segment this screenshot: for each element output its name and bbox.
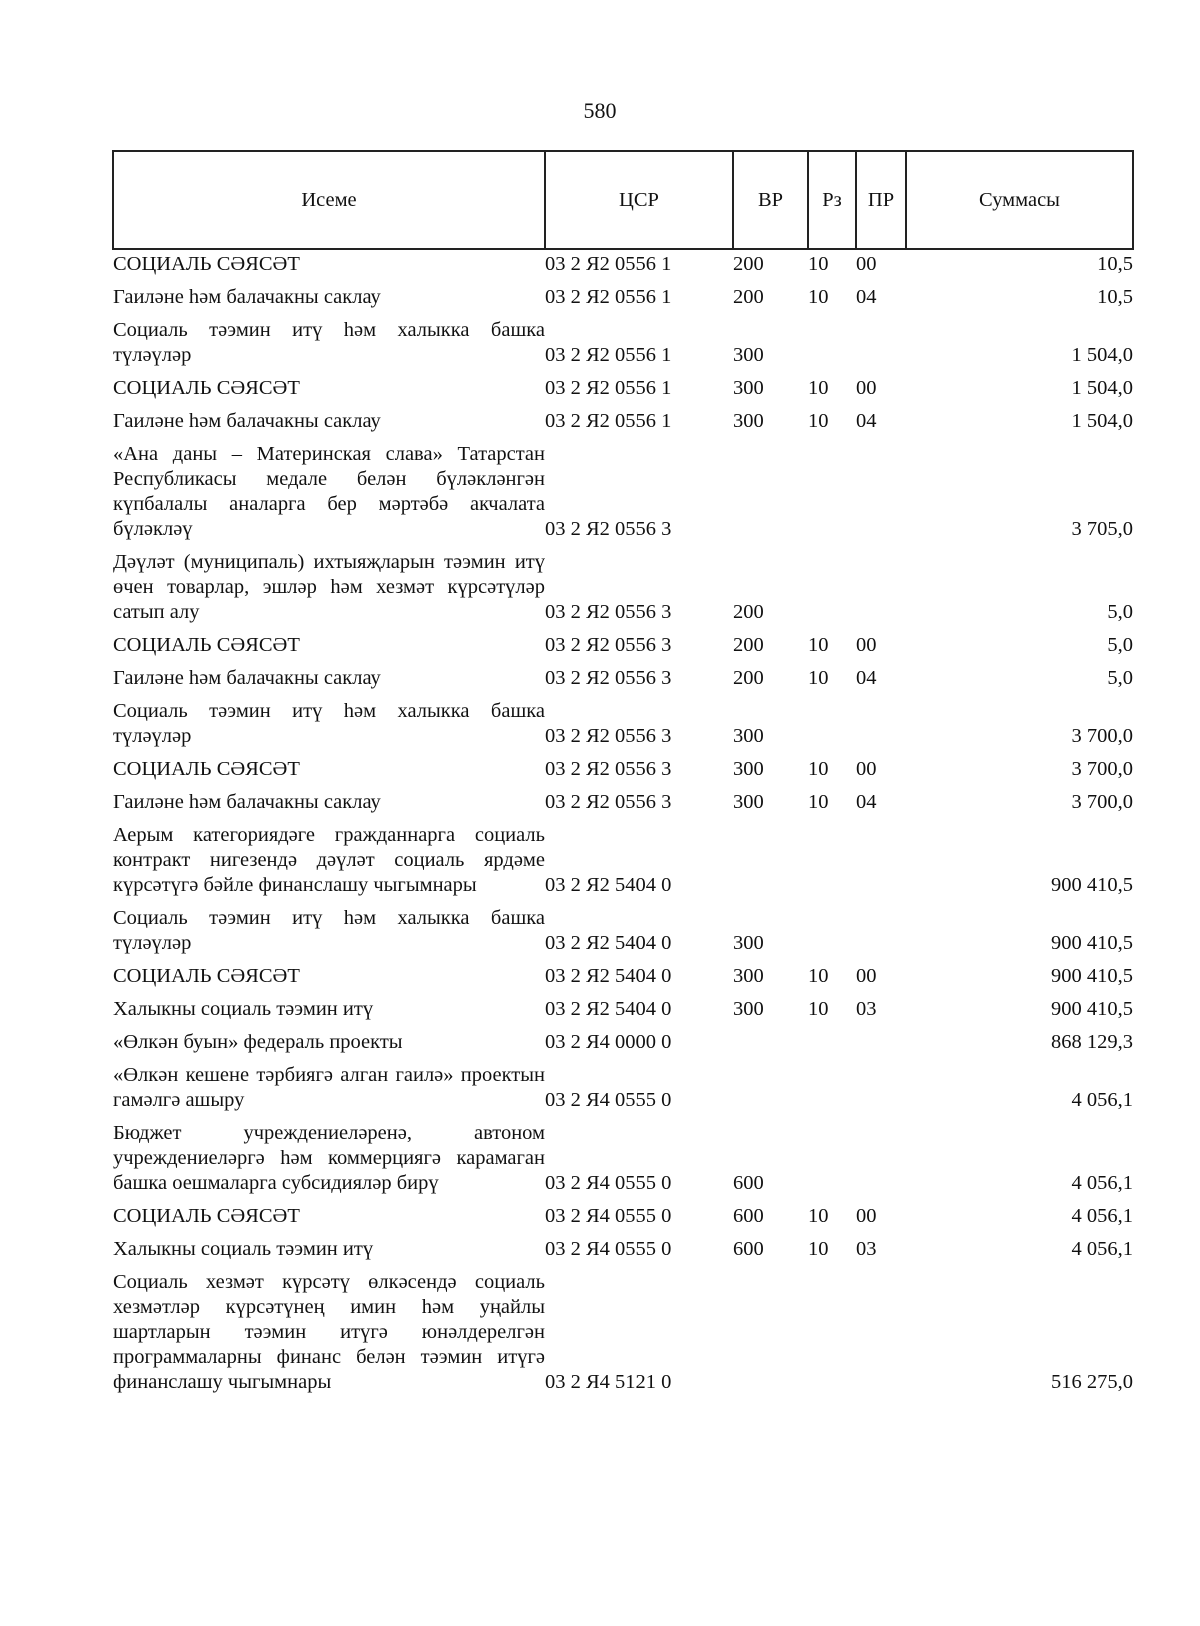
table-row xyxy=(113,407,1133,440)
row-vr: 300 xyxy=(733,758,764,780)
row-csr: 03 2 Я2 0556 3 xyxy=(545,634,672,656)
row-rz xyxy=(808,904,856,962)
budget-table xyxy=(112,150,1134,1401)
row-pr: 03 xyxy=(856,998,877,1020)
table-row xyxy=(113,962,1133,995)
row-csr: 03 2 Я2 0556 3 xyxy=(545,667,672,689)
row-rz: 10 xyxy=(808,1205,829,1227)
row-pr xyxy=(856,1119,906,1202)
row-vr: 300 xyxy=(733,791,764,813)
row-vr: 300 xyxy=(733,410,764,432)
row-pr: 00 xyxy=(856,758,877,780)
row-vr: 600 xyxy=(733,1238,764,1260)
row-csr: 03 2 Я2 0556 3 xyxy=(545,791,672,813)
row-csr: 03 2 Я2 0556 3 xyxy=(545,601,672,623)
row-csr: 03 2 Я4 0555 0 xyxy=(545,1172,672,1194)
row-name: СОЦИАЛЬ СӘЯСӘТ xyxy=(113,253,300,275)
row-name: «Өлкән буын» федераль проекты xyxy=(113,1031,403,1053)
row-rz xyxy=(808,1119,856,1202)
row-rz: 10 xyxy=(808,998,829,1020)
row-csr: 03 2 Я2 0556 1 xyxy=(545,253,672,275)
header-vr: ВР xyxy=(733,151,808,249)
table-row xyxy=(113,995,1133,1028)
row-name: Бюджет учреждениеләренә, автоном учреждениеләргә һәм коммерциягә карамаган башка оешмаларга субсидияләр бирү xyxy=(113,1122,545,1194)
row-vr: 300 xyxy=(733,965,764,987)
table-row xyxy=(113,664,1133,697)
row-pr: 00 xyxy=(856,253,877,275)
row-name: СОЦИАЛЬ СӘЯСӘТ xyxy=(113,377,300,399)
table-row xyxy=(113,1235,1133,1268)
table-row xyxy=(113,249,1133,283)
row-vr: 600 xyxy=(733,1205,764,1227)
row-vr xyxy=(733,1061,808,1119)
row-pr xyxy=(856,904,906,962)
row-name: СОЦИАЛЬ СӘЯСӘТ xyxy=(113,1205,300,1227)
row-pr xyxy=(856,1028,906,1061)
row-sum: 900 410,5 xyxy=(1051,965,1133,987)
table-row xyxy=(113,374,1133,407)
row-pr xyxy=(856,440,906,548)
row-rz: 10 xyxy=(808,377,829,399)
row-pr: 04 xyxy=(856,286,877,308)
row-vr: 200 xyxy=(733,667,764,689)
row-vr xyxy=(733,1028,808,1061)
row-name: Халыкны социаль тәэмин итү xyxy=(113,998,374,1020)
row-rz xyxy=(808,1061,856,1119)
row-rz xyxy=(808,697,856,755)
row-csr: 03 2 Я2 0556 3 xyxy=(545,725,672,747)
row-pr: 00 xyxy=(856,634,877,656)
table-row xyxy=(113,788,1133,821)
table-row xyxy=(113,283,1133,316)
table-row xyxy=(113,1061,1133,1119)
row-name: СОЦИАЛЬ СӘЯСӘТ xyxy=(113,634,300,656)
row-sum: 900 410,5 xyxy=(1051,998,1133,1020)
row-csr: 03 2 Я2 0556 3 xyxy=(545,518,672,540)
row-vr: 600 xyxy=(733,1172,764,1194)
row-pr xyxy=(856,1061,906,1119)
row-sum: 1 504,0 xyxy=(1071,377,1133,399)
table-row xyxy=(113,755,1133,788)
row-vr: 300 xyxy=(733,932,764,954)
row-csr: 03 2 Я2 0556 1 xyxy=(545,377,672,399)
row-sum: 10,5 xyxy=(1097,286,1133,308)
row-rz: 10 xyxy=(808,1238,829,1260)
row-pr xyxy=(856,697,906,755)
table-row xyxy=(113,821,1133,904)
page-number: 580 xyxy=(583,98,617,123)
row-sum: 4 056,1 xyxy=(1071,1205,1133,1227)
row-name: Дәүләт (муниципаль) ихтыяҗларын тәэмин итү өчен товарлар, эшләр һәм хезмәт күрсәтүләр сатып алу xyxy=(113,551,545,623)
row-sum: 1 504,0 xyxy=(1071,410,1133,432)
row-pr: 03 xyxy=(856,1238,877,1260)
row-csr: 03 2 Я2 5404 0 xyxy=(545,874,672,896)
row-rz: 10 xyxy=(808,667,829,689)
row-sum: 3 705,0 xyxy=(1071,518,1133,540)
row-rz xyxy=(808,548,856,631)
row-vr: 200 xyxy=(733,286,764,308)
row-name: Гаиләне һәм балачакны саклау xyxy=(113,791,381,813)
row-name: Социаль тәэмин итү һәм халыкка башка түләүләр xyxy=(113,700,545,747)
row-sum: 5,0 xyxy=(1107,667,1133,689)
row-vr: 200 xyxy=(733,601,764,623)
row-csr: 03 2 Я2 0556 1 xyxy=(545,410,672,432)
row-name: Социаль тәэмин итү һәм халыкка башка түләүләр xyxy=(113,907,545,954)
row-rz: 10 xyxy=(808,634,829,656)
row-csr: 03 2 Я2 0556 1 xyxy=(545,286,672,308)
table-row xyxy=(113,1202,1133,1235)
row-name: Гаиләне һәм балачакны саклау xyxy=(113,286,381,308)
row-sum: 5,0 xyxy=(1107,634,1133,656)
row-rz: 10 xyxy=(808,965,829,987)
row-sum: 10,5 xyxy=(1097,253,1133,275)
row-vr xyxy=(733,440,808,548)
table-row xyxy=(113,1119,1133,1202)
table-row xyxy=(113,904,1133,962)
row-csr: 03 2 Я2 0556 1 xyxy=(545,344,672,366)
row-rz: 10 xyxy=(808,410,829,432)
row-rz xyxy=(808,1268,856,1401)
row-vr: 300 xyxy=(733,725,764,747)
row-name: СОЦИАЛЬ СӘЯСӘТ xyxy=(113,965,300,987)
row-pr: 00 xyxy=(856,1205,877,1227)
row-csr: 03 2 Я2 5404 0 xyxy=(545,932,672,954)
row-sum: 3 700,0 xyxy=(1071,791,1133,813)
row-sum: 3 700,0 xyxy=(1071,725,1133,747)
table-row xyxy=(113,1028,1133,1061)
table-row xyxy=(113,316,1133,374)
row-name: СОЦИАЛЬ СӘЯСӘТ xyxy=(113,758,300,780)
row-vr: 200 xyxy=(733,634,764,656)
row-rz xyxy=(808,316,856,374)
row-csr: 03 2 Я2 5404 0 xyxy=(545,998,672,1020)
row-vr xyxy=(733,1268,808,1401)
row-name: Социаль тәэмин итү һәм халыкка башка түләүләр xyxy=(113,319,545,366)
table-row xyxy=(113,631,1133,664)
row-pr xyxy=(856,821,906,904)
row-csr: 03 2 Я2 0556 3 xyxy=(545,758,672,780)
row-name: «Өлкән кешене тәрбиягә алган гаилә» проектын гамәлгә ашыру xyxy=(113,1064,545,1111)
header-pr: ПР xyxy=(856,151,906,249)
row-pr: 04 xyxy=(856,410,877,432)
row-name: «Ана даны – Материнская слава» Татарстан Республикасы медале белән бүләкләнгән күпбалалы аналарга бер мәртәбә акчалата бүләкләү xyxy=(113,443,545,540)
row-sum: 1 504,0 xyxy=(1071,344,1133,366)
table-row xyxy=(113,697,1133,755)
table-header-row xyxy=(113,151,1133,249)
row-sum: 900 410,5 xyxy=(1051,874,1133,896)
row-csr: 03 2 Я4 0000 0 xyxy=(545,1031,672,1053)
row-rz: 10 xyxy=(808,253,829,275)
header-sum: Суммасы xyxy=(906,151,1133,249)
row-pr: 00 xyxy=(856,377,877,399)
row-rz: 10 xyxy=(808,286,829,308)
row-vr: 300 xyxy=(733,998,764,1020)
row-vr: 200 xyxy=(733,253,764,275)
row-csr: 03 2 Я4 0555 0 xyxy=(545,1205,672,1227)
row-vr: 300 xyxy=(733,344,764,366)
row-csr: 03 2 Я4 0555 0 xyxy=(545,1089,672,1111)
row-sum: 868 129,3 xyxy=(1051,1031,1133,1053)
row-rz xyxy=(808,821,856,904)
header-csr: ЦСР xyxy=(545,151,733,249)
row-rz: 10 xyxy=(808,791,829,813)
row-sum: 4 056,1 xyxy=(1071,1172,1133,1194)
row-sum: 4 056,1 xyxy=(1071,1089,1133,1111)
row-pr: 04 xyxy=(856,667,877,689)
row-pr xyxy=(856,316,906,374)
row-rz xyxy=(808,440,856,548)
row-rz: 10 xyxy=(808,758,829,780)
row-pr: 04 xyxy=(856,791,877,813)
row-name: Халыкны социаль тәэмин итү xyxy=(113,1238,374,1260)
row-sum: 4 056,1 xyxy=(1071,1238,1133,1260)
row-name: Аерым категориядәге гражданнарга социаль контракт нигезендә дәүләт социаль ярдәме күрсәтүгә бәйле финанслашу чыгымнары xyxy=(113,824,545,896)
row-csr: 03 2 Я4 0555 0 xyxy=(545,1238,672,1260)
header-rz: Рз xyxy=(808,151,856,249)
row-name: Социаль хезмәт күрсәтү өлкәсендә социаль хезмәтләр күрсәтүнең имин һәм уңайлы шартларын тәэмин итүгә юнәлдерелгән программаларны финанс белән тәэмин итүгә финанслашу чыгымнары xyxy=(113,1271,545,1393)
table-row xyxy=(113,440,1133,548)
row-sum: 3 700,0 xyxy=(1071,758,1133,780)
row-pr xyxy=(856,1268,906,1401)
row-sum: 900 410,5 xyxy=(1051,932,1133,954)
row-csr: 03 2 Я2 5404 0 xyxy=(545,965,672,987)
row-sum: 516 275,0 xyxy=(1051,1371,1133,1393)
row-pr: 00 xyxy=(856,965,877,987)
header-name: Исеме xyxy=(113,151,545,249)
row-name: Гаиләне һәм балачакны саклау xyxy=(113,667,381,689)
row-vr: 300 xyxy=(733,377,764,399)
row-rz xyxy=(808,1028,856,1061)
row-pr xyxy=(856,548,906,631)
row-name: Гаиләне һәм балачакны саклау xyxy=(113,410,381,432)
table-row xyxy=(113,1268,1133,1401)
table-row xyxy=(113,548,1133,631)
row-sum: 5,0 xyxy=(1107,601,1133,623)
row-vr xyxy=(733,821,808,904)
row-csr: 03 2 Я4 5121 0 xyxy=(545,1371,672,1393)
